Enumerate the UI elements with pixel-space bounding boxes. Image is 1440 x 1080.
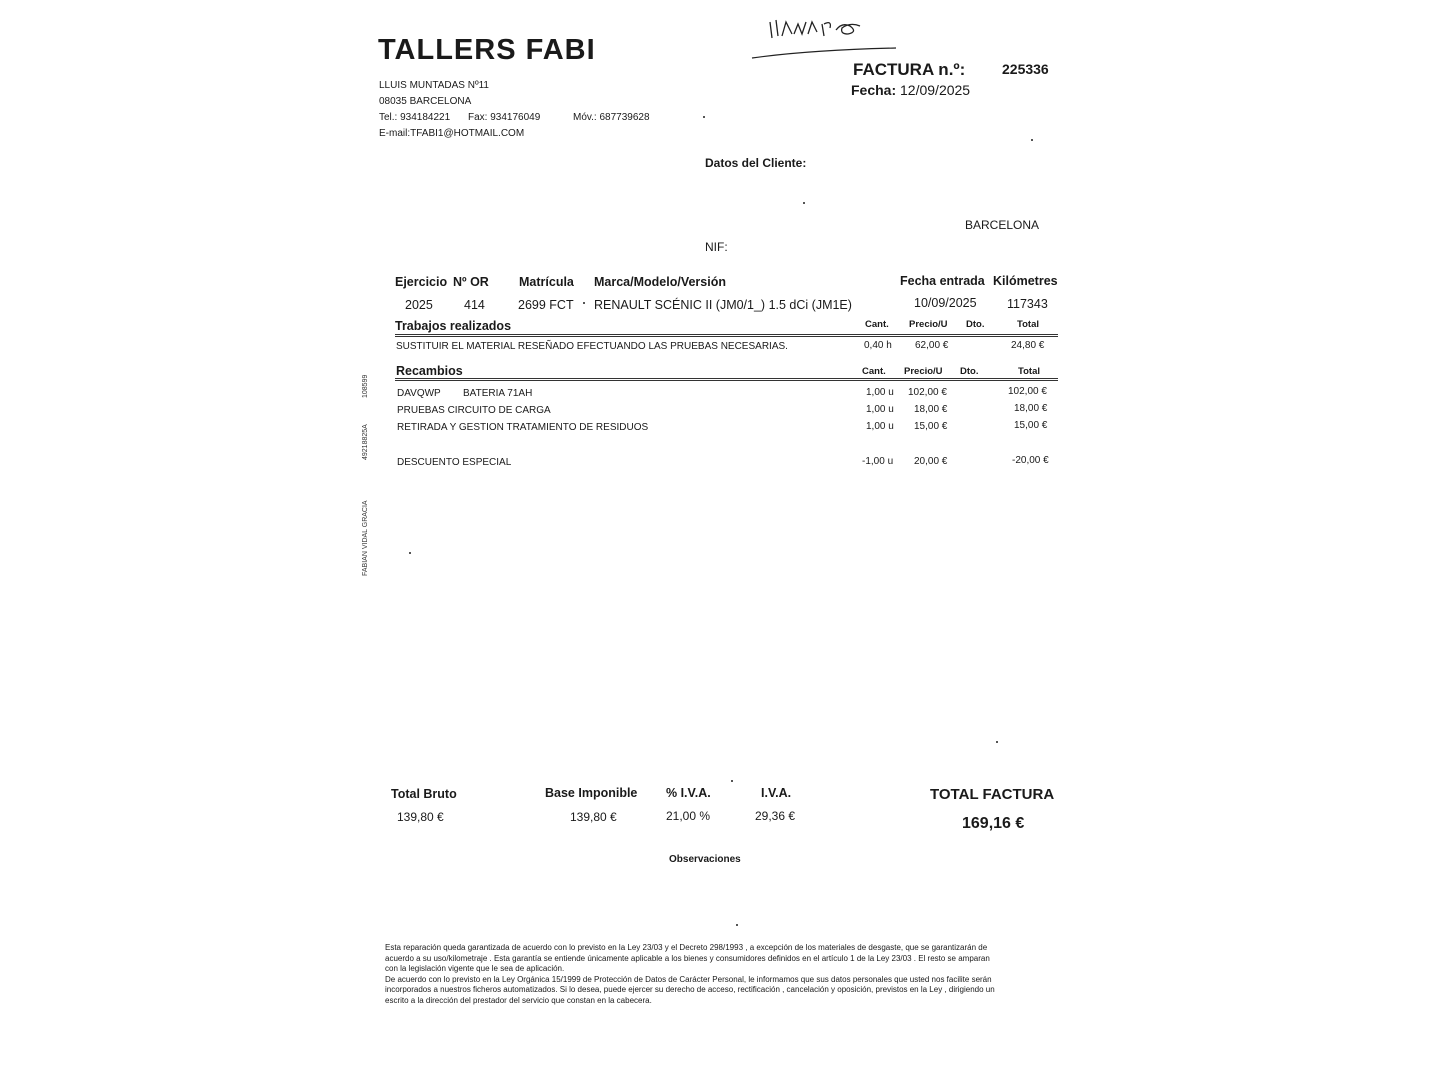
recambio-row-desc: RETIRADA Y GESTION TRATAMIENTO DE RESIDUOS [397, 422, 649, 433]
recambio-row-cant: -1,00 u [862, 456, 894, 467]
invoice-number: 225336 [1002, 61, 1049, 77]
scan-speck [703, 116, 705, 118]
value-ejercicio: 2025 [405, 298, 433, 312]
trabajos-col-dto: Dto. [966, 319, 985, 330]
company-fax: Fax: 934176049 [468, 112, 541, 123]
header-fecha-entrada: Fecha entrada [900, 274, 985, 288]
recambio-row-precio: 18,00 € [914, 404, 948, 415]
handwritten-signature [750, 12, 900, 64]
company-name: TALLERS FABI [378, 34, 596, 66]
invoice-date-value: 12/09/2025 [900, 82, 971, 98]
client-section-title: Datos del Cliente: [705, 156, 807, 170]
observaciones-label: Observaciones [669, 854, 741, 865]
iva-value: 29,36 € [755, 809, 796, 823]
scan-speck [996, 741, 998, 743]
company-address-line1: LLUIS MUNTADAS Nº11 [379, 80, 489, 91]
header-matricula: Matrícula [519, 275, 574, 289]
recambios-col-dto: Dto. [960, 366, 979, 377]
side-text-line1: 108599 [362, 374, 369, 398]
trabajos-row-cant: 0,40 h [864, 340, 892, 351]
value-marca: RENAULT SCÉNIC II (JM0/1_) 1.5 dCi (JM1E) [594, 298, 852, 312]
legal-line: Esta reparación queda garantizada de acuerdo con lo previsto en la Ley 23/03 y el Decreto 298/1993 , a excepción de los materiales de desgaste, que se garantizarán de [385, 943, 988, 952]
recambio-row-cant: 1,00 u [866, 421, 894, 432]
scan-speck [1031, 139, 1033, 141]
value-matricula: 2699 FCT [518, 298, 574, 312]
legal-line: acuerdo a su uso/kilometraje . Esta garantía se entiende únicamente aplicable a los bienes y consumidores definidos en el artículo 1 de la Ley 23/03 . El resto se amparan [385, 953, 990, 963]
trabajos-row-precio: 62,00 € [915, 340, 949, 351]
company-email: E-mail:TFABI1@HOTMAIL.COM [379, 128, 525, 139]
trabajos-col-total: Total [1017, 319, 1039, 330]
header-kilometres: Kilómetres [993, 274, 1058, 288]
side-text-line2: 49218825A [362, 424, 369, 460]
legal-line: incorporados a nuestros ficheros automatizados. Si lo desea, puede ejercer su derecho de acceso, rectificación , cancelación y oposición, previstos en la Ley , dirigiendo un [385, 985, 995, 994]
trabajos-title: Trabajos realizados [395, 319, 512, 333]
recambio-row-precio: 102,00 € [908, 387, 947, 398]
invoice-number-label: FACTURA n.º: [853, 60, 966, 79]
trabajos-row-total: 24,80 € [1011, 340, 1045, 351]
header-nor: Nº OR [453, 275, 489, 289]
value-kilometres: 117343 [1007, 297, 1048, 311]
recambio-row-cant: 1,00 u [866, 404, 894, 415]
header-ejercicio: Ejercicio [395, 275, 448, 289]
recambio-row-precio: 15,00 € [914, 421, 948, 432]
recambios-col-cant: Cant. [862, 366, 886, 377]
recambio-row-total: 15,00 € [1014, 420, 1048, 431]
value-fecha-entrada: 10/09/2025 [914, 296, 977, 310]
recambio-row-total: 18,00 € [1014, 403, 1048, 414]
recambios-col-precio: Precio/U [904, 366, 943, 377]
recambio-row-total: 102,00 € [1008, 386, 1047, 397]
recambio-row-total: -20,00 € [1012, 455, 1049, 466]
recambio-row-desc: PRUEBAS CIRCUITO DE CARGA [397, 405, 551, 416]
recambios-header-rule [395, 378, 1058, 381]
base-imponible-value: 139,80 € [570, 810, 617, 824]
scan-speck [736, 924, 738, 926]
iva-label: I.V.A. [761, 786, 792, 800]
client-city: BARCELONA [965, 218, 1040, 232]
trabajos-col-precio: Precio/U [909, 319, 948, 330]
scan-speck [731, 780, 733, 782]
recambios-col-total: Total [1018, 366, 1040, 377]
total-factura-value: 169,16 € [962, 815, 1025, 832]
scan-speck [583, 302, 585, 304]
scan-speck [409, 552, 411, 554]
base-imponible-label: Base Imponible [545, 786, 638, 800]
trabajos-col-cant: Cant. [865, 319, 889, 330]
trabajos-row-desc: SUSTITUIR EL MATERIAL RESEÑADO EFECTUANDO LAS PRUEBAS NECESARIAS. [396, 341, 788, 352]
invoice-date [851, 82, 970, 98]
iva-pct-label: % I.V.A. [666, 786, 711, 800]
total-factura-label: TOTAL FACTURA [930, 786, 1055, 803]
recambios-title: Recambios [396, 364, 463, 378]
legal-line: con la legislación vigente que le sea de aplicación. [385, 964, 565, 973]
company-tel: Tel.: 934184221 [379, 112, 451, 123]
total-bruto-label: Total Bruto [391, 787, 457, 801]
recambio-row-code: DAVQWP [397, 388, 441, 399]
iva-pct-value: 21,00 % [666, 809, 711, 823]
legal-notice [385, 943, 1065, 1006]
legal-line: escrito a la dirección del prestador del servicio que constan en la cabecera. [385, 995, 652, 1005]
scan-speck [803, 202, 805, 204]
company-mobile: Móv.: 687739628 [573, 112, 650, 123]
legal-line: De acuerdo con lo previsto en la Ley Orgánica 15/1999 de Protección de Datos de Carácter Personal, le informamos que sus datos personales que usted nos facilite serán [385, 974, 992, 984]
header-marca: Marca/Modelo/Versión [594, 275, 726, 289]
recambio-row-desc: DESCUENTO ESPECIAL [397, 457, 512, 468]
total-bruto-value: 139,80 € [397, 810, 444, 824]
recambio-row-desc: BATERIA 71AH [463, 388, 533, 399]
client-nif-label: NIF: [705, 240, 728, 254]
value-nor: 414 [464, 298, 485, 312]
recambio-row-cant: 1,00 u [866, 387, 894, 398]
side-text-line3: FABIAN VIDAL GRACIA [362, 500, 369, 576]
company-address-line2: 08035 BARCELONA [379, 96, 472, 107]
recambio-row-precio: 20,00 € [914, 456, 948, 467]
invoice-date-label: Fecha: [851, 82, 897, 98]
trabajos-header-rule [395, 334, 1058, 337]
